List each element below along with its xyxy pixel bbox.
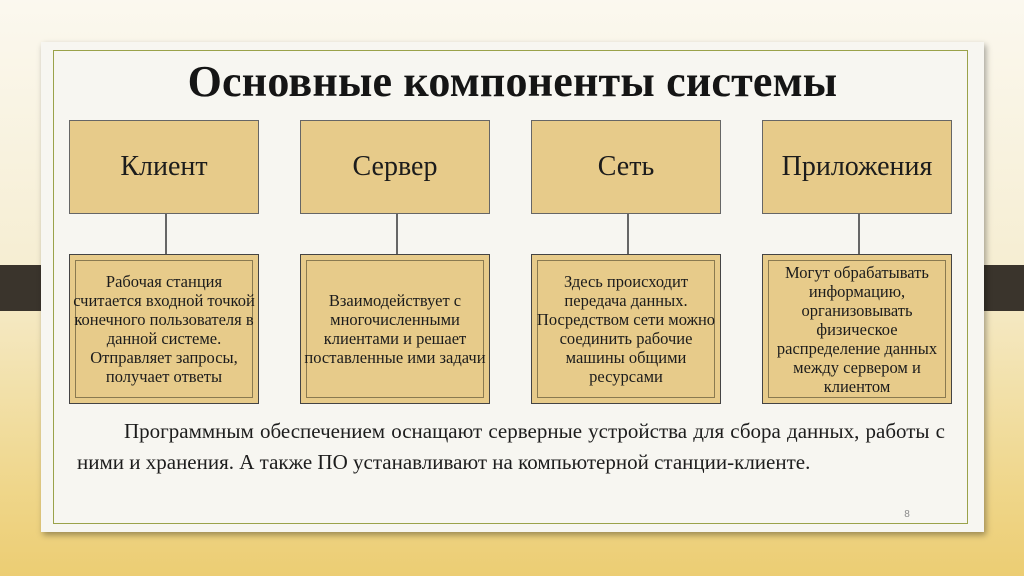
paragraph-text: Программным обеспечением оснащают серверные устройства для сбора данных, работы с ними и хранения. А также ПО устанавливают на компьютерной станции-клиенте.: [77, 419, 945, 474]
slide: [41, 42, 984, 532]
connector-line: [627, 214, 629, 254]
component-heading-applications: [762, 120, 952, 214]
component-heading-network: [531, 120, 721, 214]
slide-title: Основные компоненты системы: [187, 57, 838, 106]
component-heading-client: [69, 120, 259, 214]
component-heading-label: Сеть: [597, 151, 655, 182]
component-heading-label: Клиент: [120, 151, 208, 182]
component-heading-server: [300, 120, 490, 214]
component-heading-label: Приложения: [781, 151, 933, 182]
component-description-network: [531, 254, 721, 404]
component-description-text: Рабочая станция считается входной точкой конечного пользователя в данной системе. Отправляет запросы, получает ответы: [73, 272, 255, 386]
component-description-text: Здесь происходит передача данных. Посредством сети можно соединить рабочие машины общими ресурсами: [536, 272, 716, 386]
component-description-applications: [762, 254, 952, 404]
component-description-text: Взаимодействует с многочисленными клиентами и решает поставленные ими задачи: [304, 291, 486, 367]
connector-line: [858, 214, 860, 254]
connector-line: [396, 214, 398, 254]
component-description-text: Могут обрабатывать информацию, организовывать физическое распределение данных между сервером и клиентом: [776, 262, 938, 396]
component-description-client: [69, 254, 259, 404]
body-paragraph: [77, 416, 945, 478]
component-description-server: [300, 254, 490, 404]
connector-line: [165, 214, 167, 254]
page-number: 8: [904, 509, 910, 520]
component-heading-label: Сервер: [352, 151, 438, 182]
left-decorative-band: [0, 265, 41, 311]
